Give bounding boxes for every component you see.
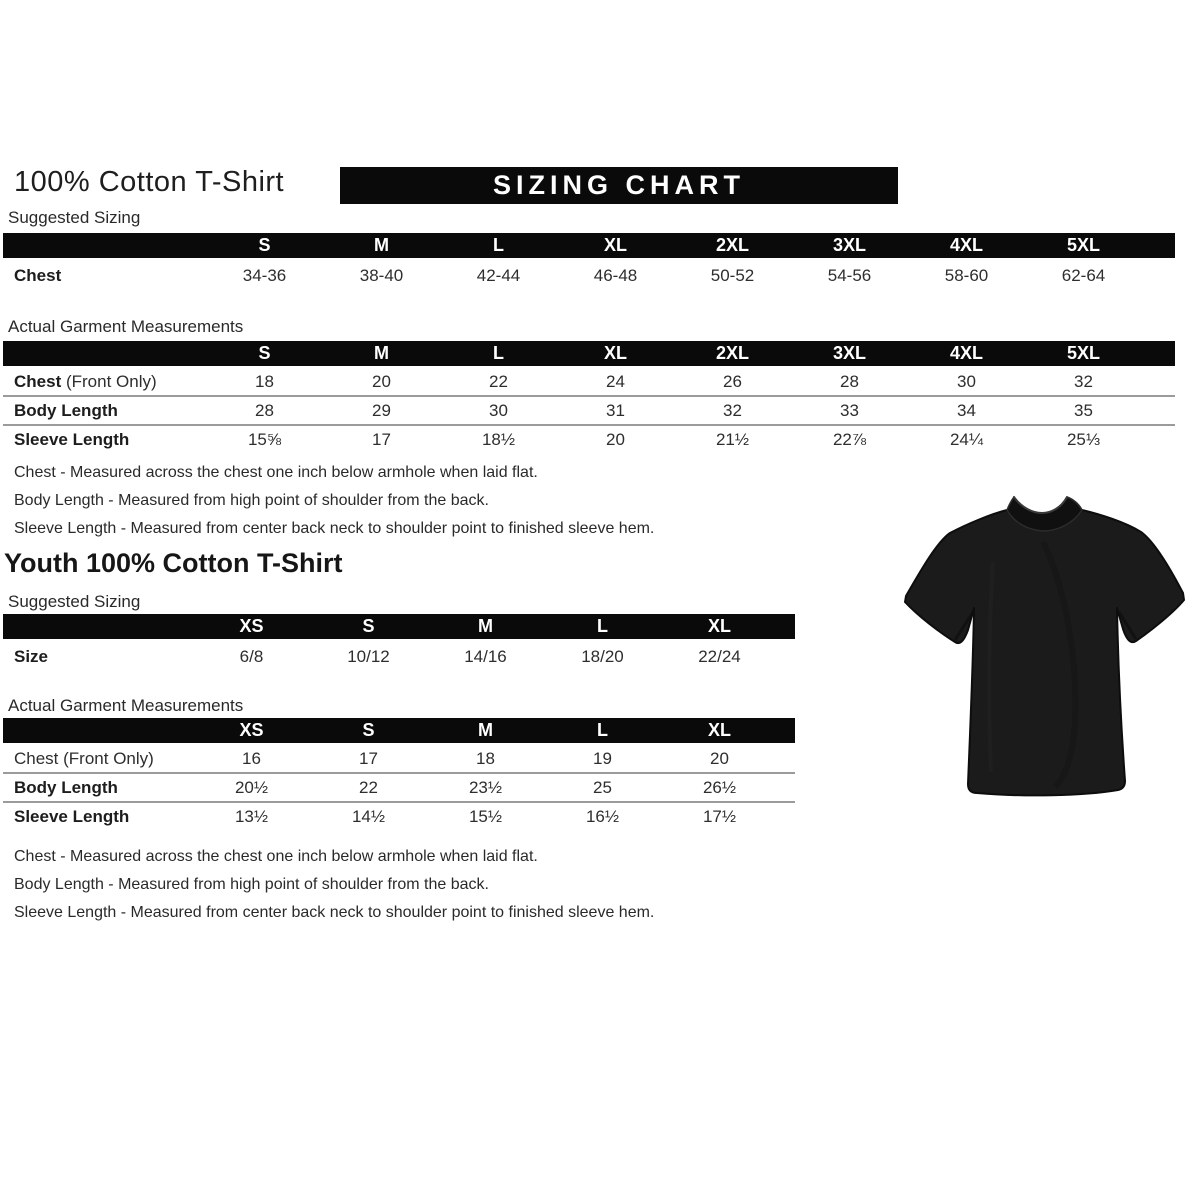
row-label-body-length: Body Length [3, 396, 206, 425]
table-cell: 34-36 [206, 259, 323, 292]
size-column-header: 2XL [674, 341, 791, 367]
table-cell: 15½ [427, 802, 544, 831]
table-cell [1142, 259, 1175, 292]
size-column-header: S [310, 614, 427, 640]
header-spacer [778, 718, 795, 744]
youth-measurements-label: Actual Garment Measurements [8, 696, 244, 715]
black-tshirt-graphic [893, 472, 1195, 812]
table-cell: 17 [323, 425, 440, 454]
row-label-chest: Chest [3, 259, 206, 292]
note-body-length: Body Length - Measured from high point of shoulder from the back. [14, 492, 489, 509]
table-cell: 10/12 [310, 640, 427, 673]
size-column-header: XL [557, 233, 674, 259]
table-cell: 15⅝ [206, 425, 323, 454]
size-column-header: 5XL [1025, 341, 1142, 367]
adult-title: 100% Cotton T-Shirt [14, 166, 285, 198]
row-label-body-length: Body Length [3, 773, 193, 802]
table-cell: 18 [427, 744, 544, 773]
youth-suggested-table [3, 614, 795, 673]
table-cell: 16½ [544, 802, 661, 831]
sizing-chart-banner: SIZING CHART [340, 167, 898, 204]
table-cell: 29 [323, 396, 440, 425]
size-column-header: S [206, 341, 323, 367]
table-cell: 21½ [674, 425, 791, 454]
row-label-size: Size [3, 640, 193, 673]
header-spacer [3, 718, 193, 744]
table-cell: 35 [1025, 396, 1142, 425]
header-spacer [778, 614, 795, 640]
body-length-row [3, 396, 1175, 425]
row-label-chest-front-only: Chest (Front Only) [3, 744, 193, 773]
header-spacer [1142, 233, 1175, 259]
size-column-header: 3XL [791, 233, 908, 259]
adult-measurement-notes [14, 459, 654, 543]
sleeve-length-row [3, 425, 1175, 454]
note-chest: Chest - Measured across the chest one inch below armhole when laid flat. [14, 464, 538, 481]
table-cell [1142, 367, 1175, 396]
size-row [3, 640, 795, 673]
row-label-sleeve-length: Sleeve Length [3, 802, 193, 831]
size-column-header: S [310, 718, 427, 744]
note-sleeve-length: Sleeve Length - Measured from center back neck to shoulder point to finished sleeve hem. [14, 904, 655, 921]
table-cell: 25⅓ [1025, 425, 1142, 454]
note-body-length: Body Length - Measured from high point of shoulder from the back. [14, 876, 489, 893]
table-cell: 26 [674, 367, 791, 396]
table-cell: 18/20 [544, 640, 661, 673]
table-cell: 42-44 [440, 259, 557, 292]
table-cell: 62-64 [1025, 259, 1142, 292]
table-cell: 18 [206, 367, 323, 396]
table-cell [778, 802, 795, 831]
table-cell: 20 [661, 744, 778, 773]
table-cell [778, 744, 795, 773]
adult-measurements-label: Actual Garment Measurements [8, 317, 244, 336]
table-cell: 22⅞ [791, 425, 908, 454]
table-cell: 18½ [440, 425, 557, 454]
tshirt-image [893, 472, 1195, 812]
table-cell: 50-52 [674, 259, 791, 292]
table-cell [1142, 425, 1175, 454]
table-cell: 46-48 [557, 259, 674, 292]
table-cell [1142, 396, 1175, 425]
table-cell: 25 [544, 773, 661, 802]
table-cell: 32 [674, 396, 791, 425]
table-cell: 23½ [427, 773, 544, 802]
table-cell: 19 [544, 744, 661, 773]
size-column-header: S [206, 233, 323, 259]
header-spacer [3, 341, 206, 367]
table-cell: 34 [908, 396, 1025, 425]
note-chest: Chest - Measured across the chest one inch below armhole when laid flat. [14, 848, 538, 865]
table-cell: 33 [791, 396, 908, 425]
table-cell: 17 [310, 744, 427, 773]
table-cell: 17½ [661, 802, 778, 831]
size-column-header: XL [557, 341, 674, 367]
row-label-chest-front-only: Chest (Front Only) [3, 367, 206, 396]
size-column-header: XL [661, 614, 778, 640]
size-column-header: 4XL [908, 233, 1025, 259]
table-cell: 58-60 [908, 259, 1025, 292]
table-cell: 24 [557, 367, 674, 396]
size-column-header: M [323, 341, 440, 367]
size-column-header: 4XL [908, 341, 1025, 367]
table-cell: 28 [206, 396, 323, 425]
table-cell: 22 [440, 367, 557, 396]
note-sleeve-length: Sleeve Length - Measured from center back neck to shoulder point to finished sleeve hem. [14, 520, 655, 537]
size-column-header: L [440, 233, 557, 259]
adult-suggested-label: Suggested Sizing [8, 208, 141, 227]
table-cell [778, 640, 795, 673]
table-cell: 28 [791, 367, 908, 396]
youth-measurement-notes [14, 843, 654, 927]
table-cell: 24¼ [908, 425, 1025, 454]
table-cell: 13½ [193, 802, 310, 831]
size-column-header: L [544, 718, 661, 744]
table-cell: 38-40 [323, 259, 440, 292]
table-cell: 14/16 [427, 640, 544, 673]
youth-title: Youth 100% Cotton T-Shirt [4, 548, 343, 578]
youth-suggested-label: Suggested Sizing [8, 592, 141, 611]
table-cell: 14½ [310, 802, 427, 831]
youth-measurements-table [3, 718, 795, 831]
table-cell: 22/24 [661, 640, 778, 673]
header-spacer [3, 614, 193, 640]
chest-row [3, 259, 1175, 292]
size-column-header: M [323, 233, 440, 259]
size-column-header: M [427, 718, 544, 744]
size-column-header: 2XL [674, 233, 791, 259]
header-spacer [3, 233, 206, 259]
youth-measurements-header-row [3, 718, 795, 744]
chest-front-only-row [3, 367, 1175, 396]
header-spacer [1142, 341, 1175, 367]
body-length-row [3, 773, 795, 802]
sleeve-length-row [3, 802, 795, 831]
table-cell: 31 [557, 396, 674, 425]
table-cell: 20 [323, 367, 440, 396]
row-label-sleeve-length: Sleeve Length [3, 425, 206, 454]
table-cell: 30 [908, 367, 1025, 396]
table-cell: 22 [310, 773, 427, 802]
table-cell: 6/8 [193, 640, 310, 673]
youth-suggested-header-row [3, 614, 795, 640]
size-column-header: M [427, 614, 544, 640]
table-cell: 26½ [661, 773, 778, 802]
table-cell: 30 [440, 396, 557, 425]
adult-measurements-table [3, 341, 1175, 454]
size-column-header: XS [193, 614, 310, 640]
table-cell [778, 773, 795, 802]
chest-front-only-row [3, 744, 795, 773]
size-column-header: L [440, 341, 557, 367]
adult-suggested-header-row [3, 233, 1175, 259]
table-cell: 20 [557, 425, 674, 454]
size-column-header: L [544, 614, 661, 640]
size-column-header: XS [193, 718, 310, 744]
size-column-header: 3XL [791, 341, 908, 367]
table-cell: 54-56 [791, 259, 908, 292]
adult-suggested-table [3, 233, 1175, 292]
table-cell: 20½ [193, 773, 310, 802]
size-column-header: XL [661, 718, 778, 744]
table-cell: 32 [1025, 367, 1142, 396]
table-cell: 16 [193, 744, 310, 773]
adult-measurements-header-row [3, 341, 1175, 367]
size-column-header: 5XL [1025, 233, 1142, 259]
